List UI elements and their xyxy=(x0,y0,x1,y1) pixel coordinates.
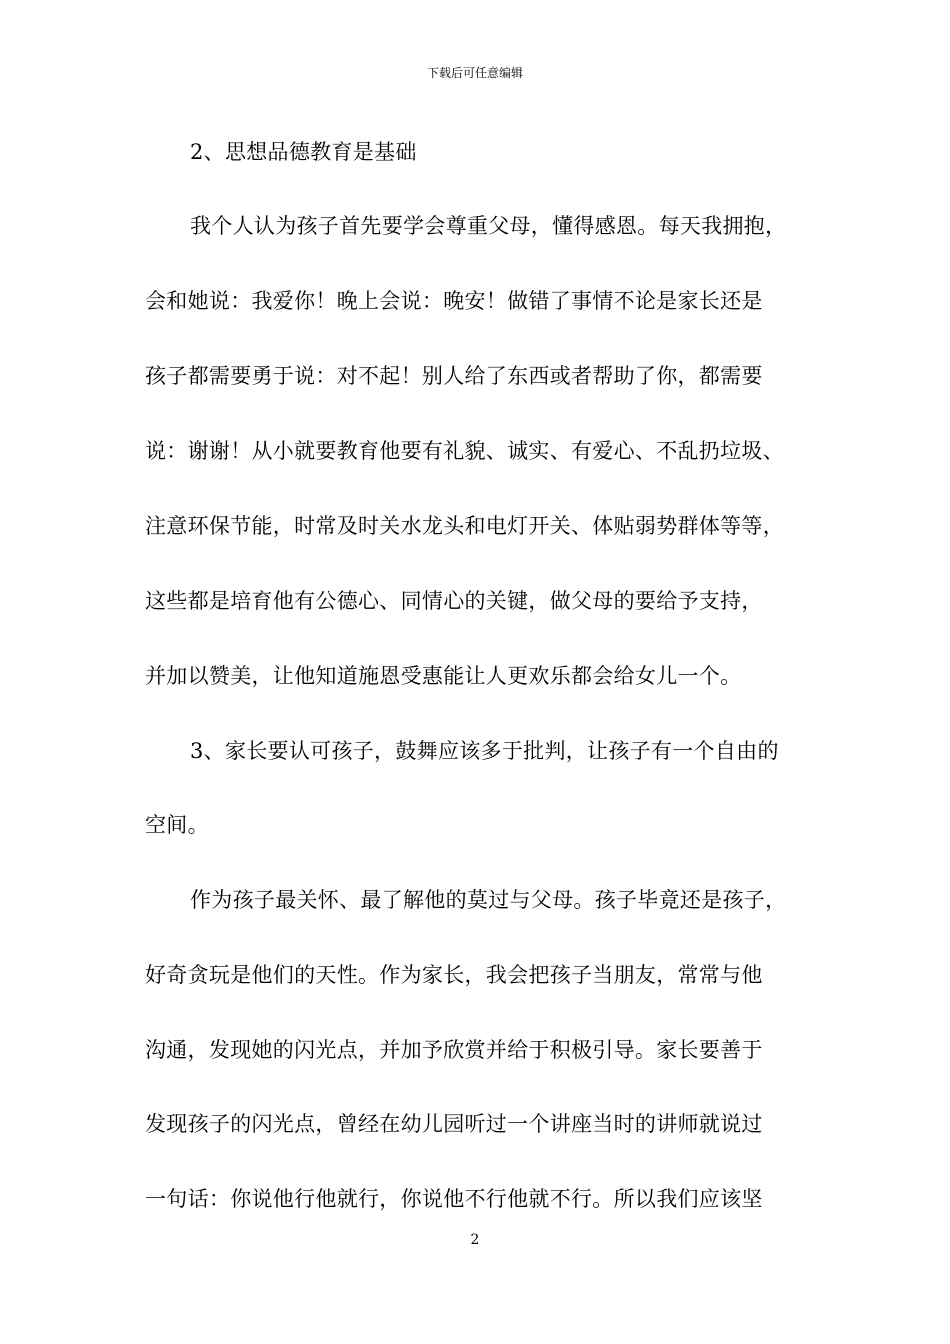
paragraph-line: 说：谢谢！从小就要教育他要有礼貌、诚实、有爱心、不乱扔垃圾、 xyxy=(145,439,784,463)
paragraph-line: 作为孩子最关怀、最了解他的莫过与父母。孩子毕竟还是孩子， xyxy=(190,888,787,912)
page-number: 2 xyxy=(470,1232,480,1248)
paragraph-line: 空间。 xyxy=(145,813,209,837)
paragraph-line: 会和她说：我爱你！晚上会说：晚安！做错了事情不论是家长还是 xyxy=(145,289,763,313)
paragraph-line: 我个人认为孩子首先要学会尊重父母，懂得感恩。每天我拥抱， xyxy=(190,214,787,238)
paragraph-line: 孩子都需要勇于说：对不起！别人给了东西或者帮助了你，都需要 xyxy=(145,364,763,388)
paragraph-line: 并加以赞美，让他知道施恩受惠能让人更欢乐都会给女儿一个。 xyxy=(145,664,742,688)
paragraph-line: 沟通，发现她的闪光点，并加予欣赏并给于积极引导。家长要善于 xyxy=(145,1038,763,1062)
paragraph-line: 注意环保节能，时常及时关水龙头和电灯开关、体贴弱势群体等等， xyxy=(145,514,784,538)
paragraph-line: 好奇贪玩是他们的天性。作为家长，我会把孩子当朋友，常常与他 xyxy=(145,963,763,987)
paragraph-line: 一句话：你说他行他就行，你说他不行他就不行。所以我们应该坚 xyxy=(145,1187,763,1211)
section-heading: 3、家长要认可孩子，鼓舞应该多于批判，让孩子有一个自由的 xyxy=(190,739,779,763)
paragraph-line: 这些都是培育他有公德心、同情心的关键，做父母的要给予支持， xyxy=(145,589,763,613)
paragraph-line: 发现孩子的闪光点，曾经在幼儿园听过一个讲座当时的讲师就说过 xyxy=(145,1112,763,1136)
section-heading: 2、思想品德教育是基础 xyxy=(190,140,417,164)
page-header: 下载后可任意编辑 xyxy=(426,66,523,80)
